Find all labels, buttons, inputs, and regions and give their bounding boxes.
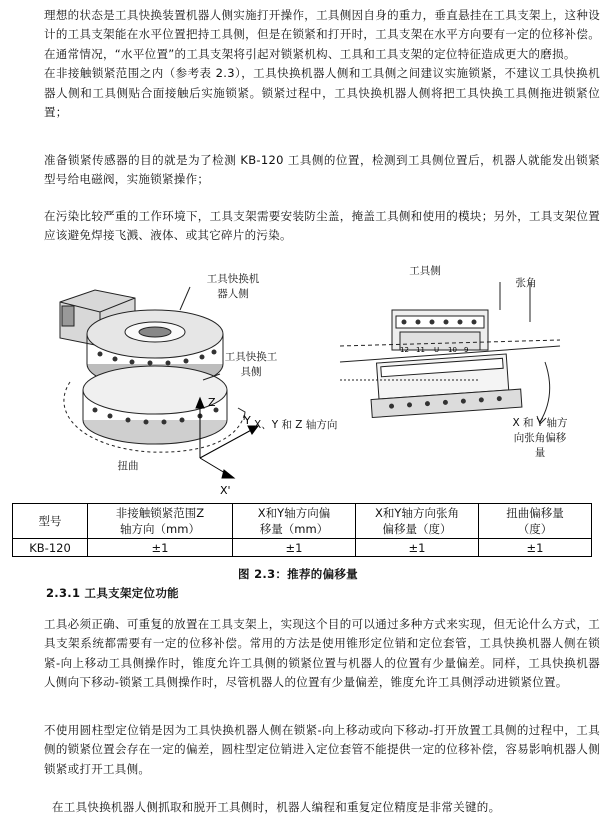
- table-cell: ±1: [88, 539, 233, 557]
- table-header: 型号: [13, 504, 88, 539]
- offset-figure: [40, 262, 600, 502]
- table-header-row: [13, 504, 592, 539]
- offset-table: [12, 503, 592, 557]
- pin-number: 10: [448, 346, 457, 354]
- label-twist: 扭曲: [117, 460, 139, 472]
- table-cell: ±1: [479, 539, 592, 557]
- table-row: [13, 539, 592, 557]
- table-header: 非接触锁紧范围Z 轴方向（mm）: [88, 504, 233, 539]
- axis-y-label: Y: [244, 414, 251, 427]
- pin-number: 12: [400, 346, 409, 354]
- table-header: 扭曲偏移量 （度）: [479, 504, 592, 539]
- pin-number: 11: [416, 346, 425, 354]
- figure-caption: 图 2.3：推荐的偏移量: [238, 567, 358, 581]
- paragraph-taper-pin: 工具必须正确、可重复的放置在工具支架上，实现这个目的可以通过多种方式来实现，但无论什么方式，工具支架系统都需要有一定的位移补偿。常用的方法是使用锥形定位销和定位套管，工具快换机器人侧在锁紧-向上移动工具侧操作时，锥度允许工具侧的锁紧位置与机器人的位置有少量偏差。同样，工具快换机器人侧向下移动-锁紧工具侧操作时，尽管机器人的位置有少量偏差，锥度允许工具侧浮动进锁紧位置。: [44, 617, 600, 690]
- table-header: X和Y轴方向偏 移量（mm）: [233, 504, 356, 539]
- axis-z-label: Z: [208, 396, 216, 409]
- table-cell: ±1: [233, 539, 356, 557]
- label-xy-angle-offset: X 和 Y 轴方 向张角偏移 量: [512, 417, 568, 459]
- label-robot-side: 工具快换机 器人侧: [206, 273, 260, 300]
- pin-number: 9: [464, 346, 469, 354]
- section-title: 2.3.1 工具支架定位功能: [46, 586, 179, 600]
- label-tool-side-left: 工具快换工 具侧: [224, 351, 278, 378]
- label-xyz-direction: X、Y 和 Z 轴方向: [254, 419, 338, 431]
- paragraph-gravity: 理想的状态是工具快换装置机器人侧实施打开操作，工具侧因自身的重力，垂直悬挂在工具支架上，这种设计的工具支架能在水平位置把持工具侧，但是在锁紧和打开时，工具支架在水平方向要有一定的位移补偿。在通常情况，“水平位置”的工具支架将引起对锁紧机构、工具和工具支架的定位特征造成更大的磨损。: [44, 8, 600, 61]
- label-angle: 张角: [515, 277, 537, 289]
- table-cell: KB-120: [13, 539, 88, 557]
- table-header: X和Y轴方向张角 偏移量（度）: [356, 504, 479, 539]
- paragraph-locking-range: 在非接触锁紧范围之内（参考表 2.3），工具快换机器人侧和工具侧之间建议实施锁紧，不建议工具快换机器人侧和工具侧贴合面接触后实施锁紧。锁紧过程中，工具快换机器人侧将把工具快换工具侧拖进锁紧位置；: [44, 66, 600, 120]
- paragraph-cylinder-pin: 不使用圆柱型定位销是因为工具快换机器人侧在锁紧-向上移动或向下移动-打开放置工具侧的过程中，工具侧的锁紧位置会存在一定的偏差，圆柱型定位销进入定位套管不能提供一定的位移补偿，容易影响机器人侧锁紧或打开工具侧。: [44, 723, 600, 776]
- paragraph-contamination: 在污染比较严重的工作环境下，工具支架需要安装防尘盖，掩盖工具侧和使用的模块；另外，工具支架位置应该避免焊接飞溅、液体、或其它碎片的污染。: [44, 209, 600, 243]
- axis-x-label: X': [220, 484, 231, 497]
- pin-number: U: [434, 346, 440, 354]
- paragraph-repeatability: 在工具快换机器人侧抓取和脱开工具侧时，机器人编程和重复定位精度是非常关键的。: [52, 800, 501, 814]
- intro-paragraphs: [44, 6, 600, 122]
- paragraph-sensor: 准备锁紧传感器的目的就是为了检测 KB-120 工具侧的位置，检测到工具侧位置后，机器人就能发出锁紧型号给电磁阀，实施锁紧操作；: [44, 153, 600, 187]
- table-cell: ±1: [356, 539, 479, 557]
- label-tool-side-right: 工具侧: [409, 265, 441, 277]
